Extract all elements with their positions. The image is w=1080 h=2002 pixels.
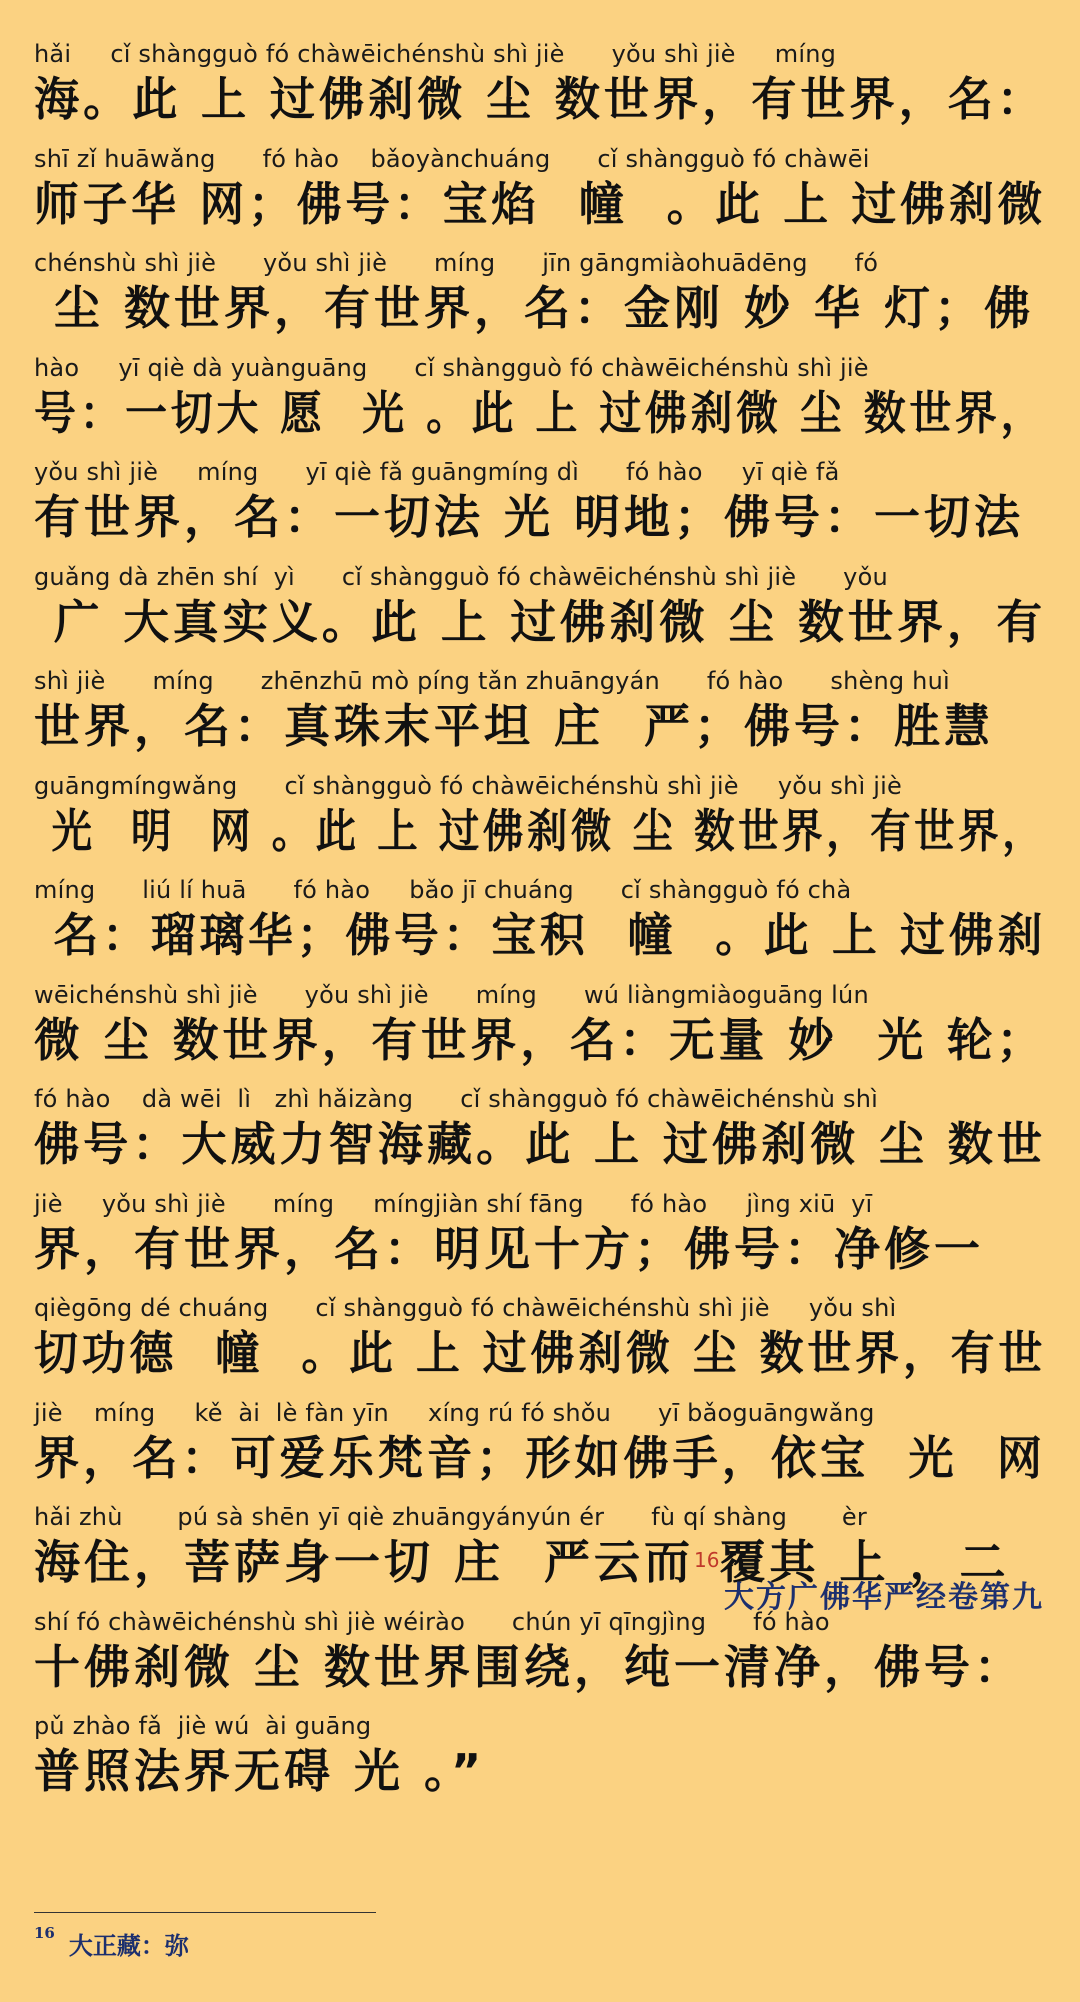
text-line (34, 874, 1054, 979)
pinyin-row: shì jiè míng zhēnzhū mò píng tǎn zhuāngyán fó hào shèng huì (34, 667, 950, 695)
footnote (34, 1926, 189, 1961)
pinyin-row: qiègōng dé chuáng cǐ shàngguò fó chàwēichénshù shì jiè yǒu shì (34, 1294, 897, 1322)
hanzi-row: 界，名：可爱乐梵音；形如佛手，依宝 光 网 (34, 1430, 1047, 1485)
hanzi-segment: 海住，菩萨身一切 庄 严云而 (34, 1535, 695, 1589)
text-line (34, 456, 1054, 561)
text-line (34, 1083, 1054, 1188)
footnote-text: 大正藏：弥 (68, 1931, 189, 1960)
hanzi-row: 广 大真实义。此 上 过佛刹微 尘 数世界，有 (34, 594, 1047, 649)
hanzi-row: 普照法界无碍 光 。” (34, 1744, 486, 1798)
pinyin-row: guǎng dà zhēn shí yì cǐ shàngguò fó chàwēichénshù shì jiè yǒu (34, 562, 888, 591)
pinyin-row: chénshù shì jiè yǒu shì jiè míng jīn gāngmiàohuādēng fó (34, 249, 879, 277)
pinyin-row: hǎi cǐ shàngguò fó chàwēichénshù shì jiè yǒu shì jiè míng (34, 40, 837, 68)
hanzi-segment: 覆其 上 ，二 (719, 1535, 1010, 1589)
pinyin-row: shī zǐ huāwǎng fó hào bǎoyànchuáng cǐ shàngguò fó chàwēi (34, 144, 870, 173)
text-line (34, 352, 1054, 457)
pinyin-row: pǔ zhào fǎ jiè wú ài guāng (34, 1712, 372, 1740)
hanzi-row: 师子华 网；佛号：宝焰 幢 。此 上 过佛刹微 (34, 176, 1047, 231)
text-line (34, 665, 1054, 770)
pinyin-row: jiè yǒu shì jiè míng míngjiàn shí fāng fó hào jìng xiū yī (34, 1189, 873, 1218)
text-line (34, 38, 1054, 143)
pinyin-row: hào yī qiè dà yuànguāng cǐ shàngguò fó chàwēichénshù shì jiè (34, 353, 869, 382)
hanzi-row: 名：瑠璃华；佛号：宝积 幢 。此 上 过佛刹 (34, 908, 1047, 962)
hanzi-row: 微 尘 数世界，有世界，名：无量 妙 光 轮； (34, 1012, 1047, 1067)
hanzi-row: 切功德 幢 。此 上 过佛刹微 尘 数世界，有世 (34, 1326, 1047, 1380)
text-line (34, 1710, 1054, 1815)
hanzi-row: 世界，名：真珠末平坦 庄 严；佛号：胜慧 (34, 699, 995, 753)
footnote-marker[interactable]: 16 (694, 1548, 720, 1572)
hanzi-row: 海。此 上 过佛刹微 尘 数世界，有世界，名： (34, 72, 1047, 126)
text-line (34, 561, 1054, 666)
pinyin-row: jiè míng kě ài lè fàn yīn xíng rú fó shǒu yī bǎoguāngwǎng (34, 1398, 875, 1427)
pinyin-row: guāngmíngwǎng cǐ shàngguò fó chàwēichénshù shì jiè yǒu shì jiè (34, 771, 902, 800)
pinyin-row: wēichénshù shì jiè yǒu shì jiè míng wú liàngmiàoguāng lún (34, 980, 869, 1009)
pinyin-row: fó hào dà wēi lì zhì hǎizàng cǐ shàngguò fó chàwēichénshù shì (34, 1085, 878, 1113)
pinyin-row: hǎi zhù pú sà shēn yī qiè zhuāngyányún ér fù qí shàng èr (34, 1503, 867, 1531)
hanzi-row: 有世界，名：一切法 光 明地；佛号：一切法 (34, 490, 1025, 544)
hanzi-row: 界，有世界，名：明见十方；佛号：净修一 (34, 1221, 984, 1276)
hanzi-row: 佛号：大威力智海藏。此 上 过佛刹微 尘 数世 (34, 1117, 1047, 1171)
text-line (34, 979, 1054, 1084)
text-line (34, 247, 1054, 352)
pinyin-row: yǒu shì jiè míng yī qiè fǎ guāngmíng dì fó hào yī qiè fǎ (34, 458, 840, 486)
hanzi-row: 号：一切大 愿 光 。此 上 过佛刹微 尘 数世界， (34, 385, 1047, 440)
text-line (34, 1188, 1054, 1293)
text-line (34, 143, 1054, 248)
footnote-number: 16 (34, 1924, 55, 1942)
hanzi-row: 十佛刹微 尘 数世界围绕，纯一清净，佛号： (34, 1639, 1025, 1694)
text-line (34, 1606, 1054, 1711)
text-body (34, 38, 1054, 1815)
footnote-divider (34, 1912, 376, 1913)
hanzi-row: 光 明 网 。此 上 过佛刹微 尘 数世界，有世界， (34, 803, 1047, 858)
hanzi-row: 尘 数世界，有世界，名：金刚 妙 华 灯；佛 (34, 281, 1035, 335)
text-line (34, 1292, 1054, 1397)
text-line (34, 770, 1054, 875)
volume-title: 大方广佛华严经卷第九 (724, 1580, 1044, 1615)
pinyin-row: míng liú lí huā fó hào bǎo jī chuáng cǐ shàngguò fó chà (34, 876, 852, 904)
pinyin-row: shí fó chàwēichénshù shì jiè wéirào chún yī qīngjìng fó hào (34, 1607, 830, 1636)
text-line (34, 1397, 1054, 1502)
